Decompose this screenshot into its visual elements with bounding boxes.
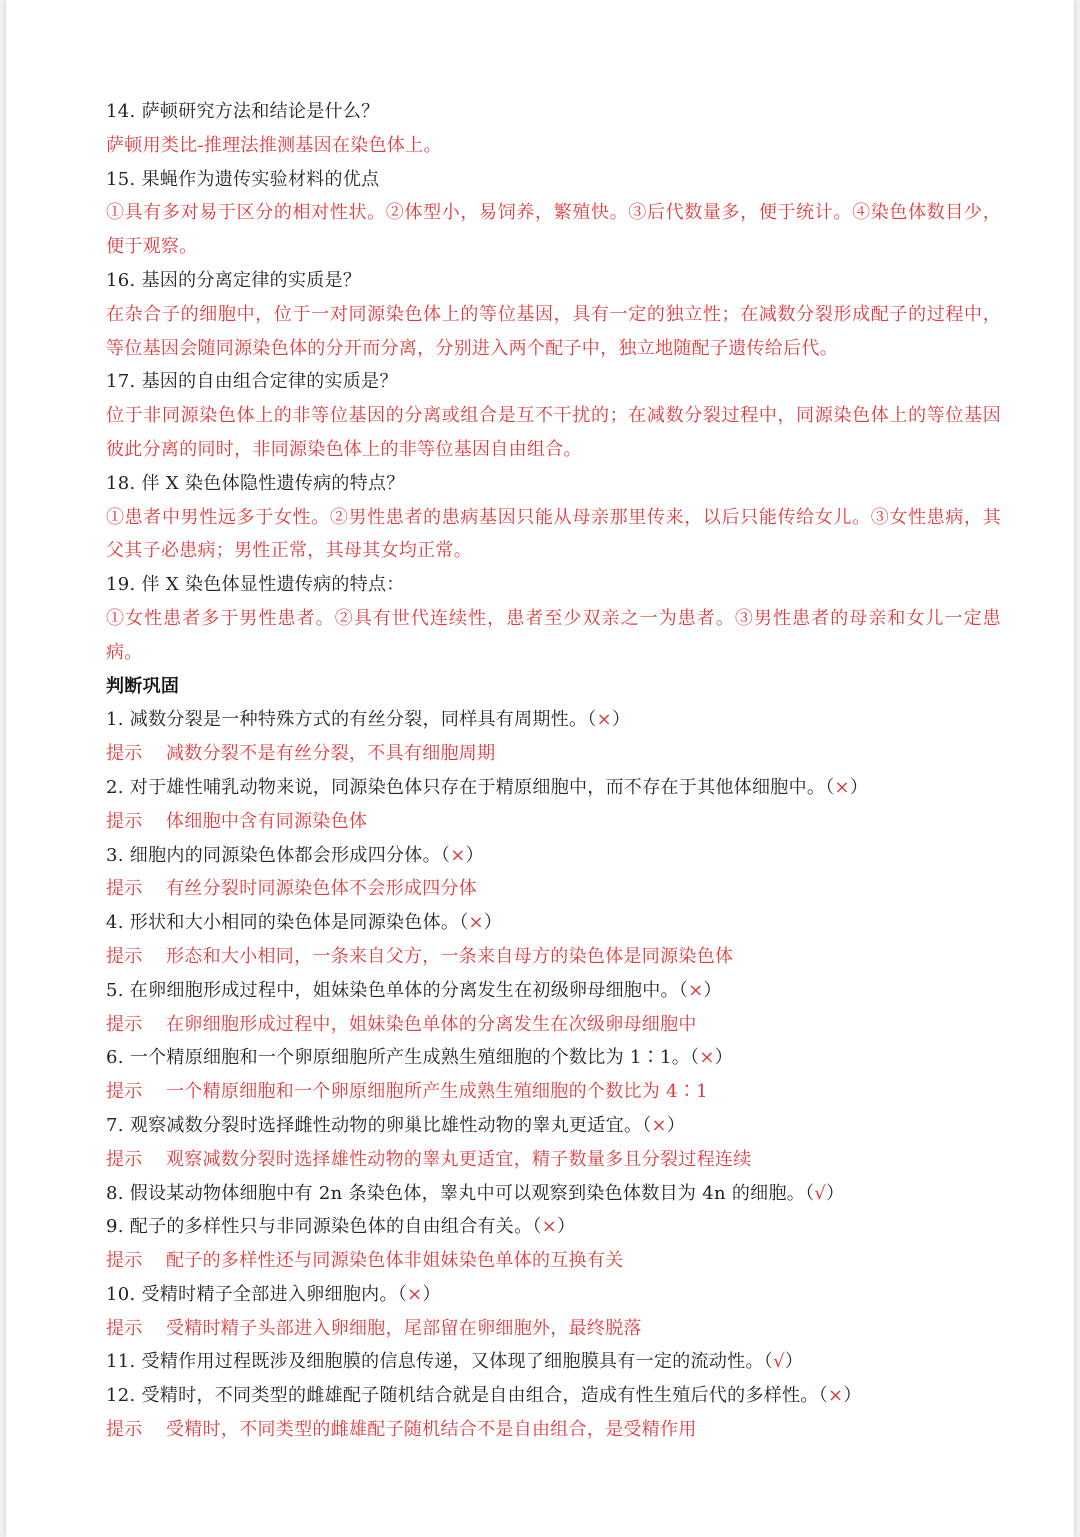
- answer-18: ①患者中男性远多于女性。②男性患者的患病基因只能从母亲那里传来，以后只能传给女儿。③女性患病，其父其子必患病；男性正常，其母其女均正常。: [106, 506, 1001, 562]
- question-14: 14. 萨顿研究方法和结论是什么？: [106, 101, 380, 122]
- question-17: 17. 基因的自由组合定律的实质是？: [106, 371, 398, 393]
- judgement-item: 12. 受精时，不同类型的雌雄配子随机结合就是自由组合，造成有性生殖后代的多样性。（×）: [106, 1385, 862, 1407]
- judgement-mark: ×: [468, 912, 484, 934]
- judgement-item: 8. 假设某动物体细胞中有 2n 条染色体，睾丸中可以观察到染色体数目为 4n 的细胞。（√）: [106, 1182, 845, 1204]
- judgement-mark: ×: [834, 776, 850, 798]
- judgement-mark: ×: [827, 1385, 844, 1407]
- judgement-item: 11. 受精作用过程既涉及细胞膜的信息传递，又体现了细胞膜具有一定的流动性。（√）: [106, 1351, 804, 1373]
- judgement-mark: ×: [407, 1283, 423, 1305]
- answer-16: 在杂合子的细胞中，位于一对同源染色体上的等位基因，具有一定的独立性；在减数分裂形成配子的过程中，等位基因会随同源染色体的分开而分离，分别进入两个配子中，独立地随配子遗传给后代。: [106, 303, 1001, 359]
- hint-label: 提示: [106, 1250, 143, 1272]
- answer-19: ①女性患者多于男性患者。②具有世代连续性，患者至少双亲之一为患者。③男性患者的母亲和女儿一定患病。: [106, 607, 1001, 663]
- judgement-item: 9. 配子的多样性只与非同源染色体的自由组合有关。（×）: [106, 1216, 576, 1238]
- hint-text: 减数分裂不是有丝分裂，不具有细胞周期: [166, 743, 496, 765]
- section-title: 判断巩固: [106, 675, 180, 697]
- judgement-hint: [106, 1244, 1001, 1278]
- hint-text: 在卵细胞形成过程中，姐妹染色单体的分离发生在次级卵母细胞中: [166, 1013, 697, 1035]
- judgement-mark: ×: [699, 1047, 715, 1069]
- answer-15: ①具有多对易于区分的相对性状。②体型小，易饲养，繁殖快。③后代数量多，便于统计。④染色体数目少，便于观察。: [106, 202, 1001, 258]
- judgement-hint: [106, 1008, 1001, 1042]
- judgement-item: 3. 细胞内的同源染色体都会形成四分体。（×）: [106, 844, 484, 866]
- hint-label: 提示: [106, 1081, 143, 1103]
- judgement-hint: [106, 805, 1001, 839]
- judgement-text: 8. 假设某动物体细胞中有 2n 条染色体，睾丸中可以观察到染色体数目为 4n 的细胞。: [106, 1182, 806, 1204]
- judgement-hint: [106, 1143, 1001, 1177]
- judgement-text: 5. 在卵细胞形成过程中，姐妹染色单体的分离发生在初级卵母细胞中。: [106, 979, 679, 1001]
- hint-label: 提示: [106, 1013, 143, 1035]
- judgement-text: 1. 减数分裂是一种特殊方式的有丝分裂，同样具有周期性。: [106, 709, 588, 731]
- judgement-text: 10. 受精时精子全部进入卵细胞内。: [106, 1283, 398, 1305]
- question-16: 16. 基因的分离定律的实质是？: [106, 269, 362, 291]
- judgement-mark: ×: [596, 709, 612, 731]
- hint-text: 一个精原细胞和一个卵原细胞所产生成熟生殖细胞的个数比为 4∶1: [166, 1081, 708, 1103]
- answer-14: 萨顿用类比-推理法推测基因在染色体上。: [106, 134, 442, 156]
- hint-label: 提示: [106, 743, 143, 765]
- hint-text: 形态和大小相同，一条来自父方，一条来自母方的染色体是同源染色体: [166, 945, 734, 967]
- judgement-hint: [106, 872, 1001, 906]
- hint-text: 有丝分裂时同源染色体不会形成四分体: [166, 878, 478, 900]
- judgement-text: 12. 受精时，不同类型的雌雄配子随机结合就是自由组合，造成有性生殖后代的多样性。: [106, 1385, 819, 1407]
- hint-text: 受精时，不同类型的雌雄配子随机结合不是自由组合，是受精作用: [166, 1419, 697, 1441]
- judgement-hint: [106, 1413, 1001, 1447]
- document-content: [106, 95, 1001, 1447]
- judgement-item: 4. 形状和大小相同的染色体是同源染色体。（×）: [106, 912, 503, 934]
- judgement-mark: √: [773, 1351, 785, 1373]
- judgement-hint: [106, 940, 1001, 974]
- judgement-text: 7. 观察减数分裂时选择雌性动物的卵巢比雄性动物的睾丸更适宜。: [106, 1114, 643, 1136]
- judgement-mark: ×: [450, 844, 466, 866]
- judgement-hint: [106, 737, 1001, 771]
- judgement-text: 2. 对于雄性哺乳动物来说，同源染色体只存在于精原细胞中，而不存在于其他体细胞中。: [106, 776, 826, 798]
- judgement-text: 9. 配子的多样性只与非同源染色体的自由组合有关。: [106, 1216, 533, 1238]
- hint-label: 提示: [106, 878, 143, 900]
- question-18: 18. 伴 X 染色体隐性遗传病的特点？: [106, 472, 405, 494]
- judgement-item: 6. 一个精原细胞和一个卵原细胞所产生成熟生殖细胞的个数比为 1∶1。（×）: [106, 1047, 734, 1069]
- judgement-item: 10. 受精时精子全部进入卵细胞内。（×）: [106, 1283, 441, 1305]
- document-page: [6, 0, 1074, 1537]
- hint-text: 观察减数分裂时选择雄性动物的睾丸更适宜，精子数量多且分裂过程连续: [166, 1148, 752, 1170]
- judgement-mark: √: [814, 1182, 827, 1204]
- hint-text: 体细胞中含有同源染色体: [166, 810, 368, 832]
- hint-text: 受精时精子头部进入卵细胞，尾部留在卵细胞外，最终脱落: [166, 1317, 642, 1339]
- judgement-item: 1. 减数分裂是一种特殊方式的有丝分裂，同样具有周期性。（×）: [106, 709, 631, 731]
- judgement-hint: [106, 1075, 1001, 1109]
- judgement-hint: [106, 1312, 1001, 1346]
- hint-text: 配子的多样性还与同源染色体非姐妹染色单体的互换有关: [166, 1250, 624, 1272]
- question-15: 15. 果蝇作为遗传实验材料的优点: [106, 168, 380, 190]
- hint-label: 提示: [106, 1419, 143, 1441]
- judgement-text: 11. 受精作用过程既涉及细胞膜的信息传递，又体现了细胞膜具有一定的流动性。: [106, 1351, 764, 1373]
- judgement-mark: ×: [541, 1216, 558, 1238]
- judgement-item: 2. 对于雄性哺乳动物来说，同源染色体只存在于精原细胞中，而不存在于其他体细胞中。（×）: [106, 776, 869, 798]
- hint-label: 提示: [106, 945, 143, 967]
- hint-label: 提示: [106, 1317, 143, 1339]
- judgement-item: 7. 观察减数分裂时选择雌性动物的卵巢比雄性动物的睾丸更适宜。（×）: [106, 1114, 686, 1136]
- judgement-mark: ×: [688, 979, 704, 1001]
- answer-17: 位于非同源染色体上的非等位基因的分离或组合是互不干扰的；在减数分裂过程中，同源染色体上的等位基因彼此分离的同时，非同源染色体上的非等位基因自由组合。: [106, 405, 1001, 460]
- judgement-text: 4. 形状和大小相同的染色体是同源染色体。: [106, 912, 460, 934]
- judgement-text: 3. 细胞内的同源染色体都会形成四分体。: [106, 844, 441, 866]
- judgement-text: 6. 一个精原细胞和一个卵原细胞所产生成熟生殖细胞的个数比为 1∶1。: [106, 1047, 691, 1069]
- hint-label: 提示: [106, 1148, 143, 1170]
- judgement-mark: ×: [651, 1114, 667, 1136]
- question-19: 19. 伴 X 染色体显性遗传病的特点：: [106, 574, 405, 596]
- hint-label: 提示: [106, 810, 143, 832]
- judgement-item: 5. 在卵细胞形成过程中，姐妹染色单体的分离发生在初级卵母细胞中。（×）: [106, 979, 722, 1001]
